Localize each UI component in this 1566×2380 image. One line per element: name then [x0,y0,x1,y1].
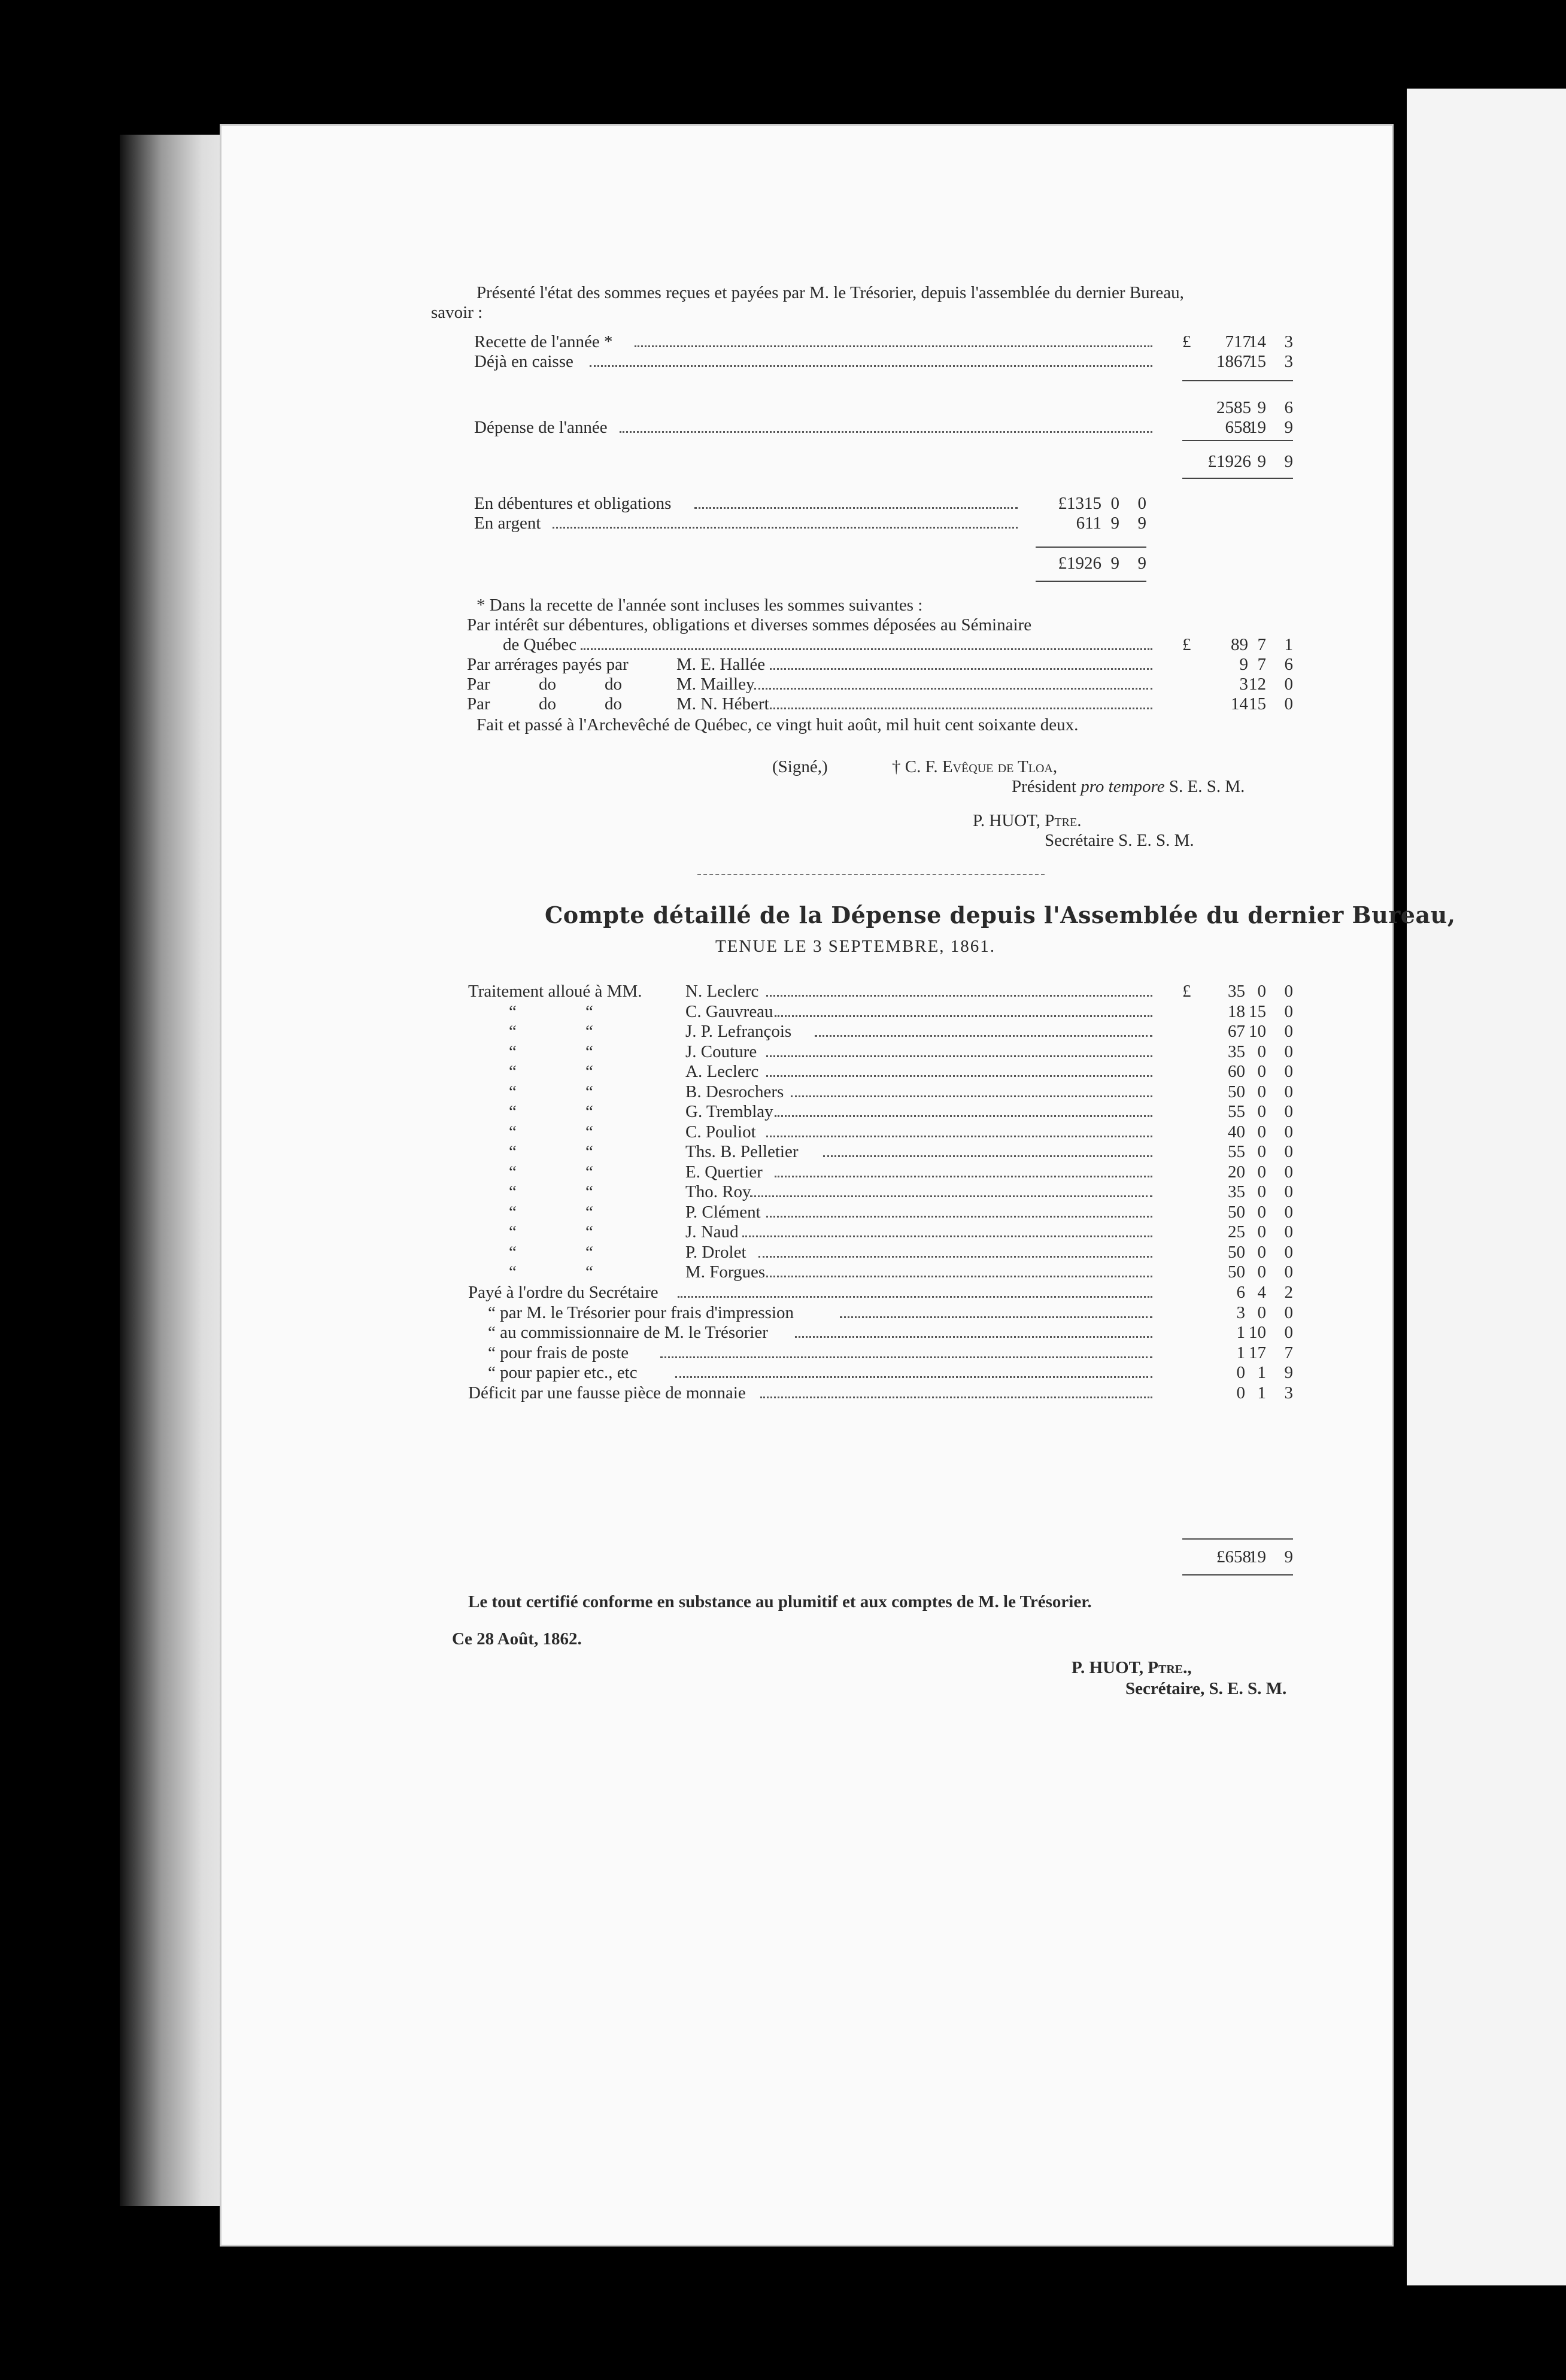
leader-dots [770,708,1152,709]
note-col1: Par [467,694,490,714]
president-title: Président pro tempore S. E. S. M. [1012,777,1245,796]
salary-pounds: 40 [1228,1122,1245,1142]
salary-shillings: 0 [1257,1142,1266,1161]
document-page [221,126,1456,2245]
leader-dots [590,365,1152,367]
ditto-mark: “ [585,1142,593,1161]
salary-pounds: 20 [1228,1162,1245,1182]
note-line-3: de Québec [503,635,577,654]
section-subtitle: TENUE LE 3 SEPTEMBRE, 1861. [715,937,996,956]
salary-name: Ths. B. Pelletier [685,1142,799,1161]
ditto-mark: “ [585,1122,593,1142]
secretary-title: Secrétaire S. E. S. M. [1045,831,1194,850]
salary-pence: 0 [1284,1022,1293,1041]
leader-dots [758,1256,1153,1258]
ditto-mark: “ [585,1262,593,1282]
expense-shillings: 17 [1249,1343,1266,1362]
ditto-mark: “ [585,1222,593,1241]
expense-pence: 9 [1284,1363,1293,1382]
ditto-mark: “ [509,1022,517,1041]
salary-name: B. Desrochers [685,1082,784,1101]
ditto-mark: “ [585,1243,593,1262]
note-line-2: Par intérêt sur débentures, obligations et diverses sommes déposées au Séminaire [467,615,1032,635]
salary-shillings: 0 [1257,1243,1266,1262]
ornamental-divider [697,874,1045,881]
ditto-mark: “ [509,1182,517,1201]
expense-pounds: 1 [1236,1343,1245,1362]
salary-shillings: 0 [1257,1162,1266,1182]
closing-statement: Fait et passé à l'Archevêché de Québec, ce vingt huit août, mil huit cent soixante deux. [477,715,1079,734]
leader-dots [815,1035,1152,1037]
salary-name: C. Gauvreau [685,1002,773,1021]
summary-label: Déjà en caisse [474,352,573,371]
summary-pence: 9 [1284,452,1293,471]
ditto-mark: “ [509,1002,517,1021]
final-signature: P. HUOT, Ptre., [1072,1658,1192,1677]
certification-date: Ce 28 Août, 1862. [452,1629,582,1649]
expense-pounds: 6 [1236,1283,1245,1302]
ditto-mark: “ [509,1222,517,1241]
expense-rule [1182,1538,1293,1540]
salary-name: A. Leclerc [685,1062,759,1081]
pound-sign: £ [1182,635,1191,654]
salary-pounds: 55 [1228,1142,1245,1161]
ditto-mark: “ [585,1082,593,1101]
salary-pence: 0 [1284,1262,1293,1282]
leader-dots [620,431,1152,433]
pound-sign: £ [1182,982,1191,1001]
expense-shillings: 1 [1257,1363,1266,1382]
salary-shillings: 0 [1257,1122,1266,1142]
note-shillings: 7 [1257,635,1266,654]
summary-pounds: 1867 [1216,352,1251,371]
salary-pence: 0 [1284,1102,1293,1121]
expense-pence: 3 [1284,1383,1293,1402]
certification: Le tout certifié conforme en substance au plumitif et aux comptes de M. le Trésorier. [468,1592,1092,1611]
leader-dots [760,1397,1153,1398]
note-do: do [539,675,556,694]
salary-pounds: 50 [1228,1082,1245,1101]
expense-pounds: 1 [1236,1323,1245,1342]
facing-page [1407,89,1566,2285]
leader-dots [553,527,1018,529]
ditto-mark: “ [509,1243,517,1262]
salary-shillings: 0 [1257,1062,1266,1081]
note-pounds: 89 [1231,635,1248,654]
salary-pence: 0 [1284,1002,1293,1021]
summary-rule-1 [1182,380,1293,381]
summary-pounds: 2585 [1216,398,1251,417]
signature-label: (Signé,) [772,757,828,776]
salary-shillings: 0 [1257,1222,1266,1241]
leader-dots [675,1376,1153,1378]
ditto-mark: “ [509,1082,517,1101]
note-do: do [539,694,556,714]
ditto-mark: “ [509,1042,517,1061]
ditto-mark: “ [509,1142,517,1161]
salary-pounds: 35 [1228,1042,1245,1061]
expense-shillings: 4 [1257,1283,1266,1302]
note-pence: 6 [1284,655,1293,674]
leader-dots [823,1155,1153,1157]
holding-shillings: 9 [1110,554,1119,573]
leader-dots [775,1115,1153,1117]
page-content [221,126,1456,2245]
salary-shillings: 0 [1257,1042,1266,1061]
salary-pounds: 50 [1228,1203,1245,1222]
note-col1: Par arrérages payés par [467,655,629,674]
holding-label: En débentures et obligations [474,494,672,513]
intro-line-1: Présenté l'état des sommes reçues et payées par M. le Trésorier, depuis l'assemblée du dernier Bureau, [477,283,1184,302]
holding-label: En argent [474,514,541,533]
salary-shillings: 15 [1249,1002,1266,1021]
expense-rule-bottom [1182,1574,1293,1575]
expense-pence: 7 [1284,1343,1293,1362]
leader-dots [766,1276,1152,1277]
ditto-mark: “ [509,1262,517,1282]
section-title: Compte détaillé de la Dépense depuis l'Assemblée du dernier Bureau, [545,901,1456,928]
note-shillings: 12 [1249,675,1266,694]
expense-label: “ au commissionnaire de M. le Trésorier [488,1323,768,1342]
salary-name: G. Tremblay [685,1102,773,1121]
leader-dots [678,1296,1152,1298]
salary-shillings: 0 [1257,982,1266,1001]
salary-shillings: 0 [1257,1203,1266,1222]
expense-shillings: 0 [1257,1303,1266,1322]
salary-shillings: 0 [1257,1262,1266,1282]
salary-pence: 0 [1284,1122,1293,1142]
salary-pence: 0 [1284,1222,1293,1241]
summary-pence: 9 [1284,418,1293,437]
signature-secretary: P. HUOT, Ptre. [973,811,1082,830]
leader-dots [770,668,1152,670]
leader-dots [635,345,1152,347]
salary-name: C. Pouliot [685,1122,756,1142]
expense-pence: 2 [1284,1283,1293,1302]
expense-label: Déficit par une fausse pièce de monnaie [468,1383,746,1402]
ditto-mark: “ [585,1102,593,1121]
salary-name: J. P. Lefrançois [685,1022,792,1041]
salary-shillings: 10 [1249,1022,1266,1041]
holding-pounds: £1315 [1058,494,1101,513]
summary-shillings: 9 [1257,452,1266,471]
note-pence: 0 [1284,694,1293,714]
salary-pence: 0 [1284,1062,1293,1081]
summary-pounds: £1926 [1207,452,1251,471]
summary-label: Dépense de l'année [474,418,608,437]
salary-pounds: 55 [1228,1102,1245,1121]
salary-shillings: 0 [1257,1082,1266,1101]
expense-pounds: 3 [1236,1303,1245,1322]
salary-name: J. Couture [685,1042,757,1061]
summary-pence: 6 [1284,398,1293,417]
expense-pence: 0 [1284,1323,1293,1342]
signature-bishop: † C. F. Evêque de Tloa, [892,757,1058,776]
ditto-mark: “ [585,1162,593,1182]
note-name: M. E. Hallée [676,655,766,674]
salary-pounds: 35 [1228,982,1245,1001]
salary-pence: 0 [1284,1162,1293,1182]
salary-pence: 0 [1284,1042,1293,1061]
expense-total-pence: 9 [1284,1547,1293,1567]
expense-shillings: 10 [1249,1323,1266,1342]
salary-pounds: 50 [1228,1262,1245,1282]
salary-pence: 0 [1284,1243,1293,1262]
leader-dots [660,1356,1153,1358]
salary-name: P. Clément [685,1203,761,1222]
expense-pounds: 0 [1236,1363,1245,1382]
salary-shillings: 0 [1257,1102,1266,1121]
note-col1: Par [467,675,490,694]
salary-pounds: 60 [1228,1062,1245,1081]
ditto-mark: “ [509,1203,517,1222]
note-do: do [605,675,622,694]
leader-dots [694,507,1018,509]
holding-pence: 0 [1137,494,1146,513]
note-name: M. Mailley [676,675,755,694]
note-name: M. N. Hébert [676,694,769,714]
holding-pounds: £1926 [1058,554,1101,573]
summary-pounds: 717 [1225,332,1251,351]
note-pounds: 14 [1231,694,1248,714]
leader-dots [581,648,1152,650]
ditto-mark: “ [585,1203,593,1222]
salary-name: Tho. Roy [685,1182,751,1201]
expense-pence: 0 [1284,1303,1293,1322]
salary-pounds: 50 [1228,1243,1245,1262]
ditto-mark: “ [509,1062,517,1081]
leader-dots [742,1235,1153,1237]
ditto-mark: “ [585,1182,593,1201]
expense-label: “ pour frais de poste [488,1343,629,1362]
salary-name: P. Drolet [685,1243,746,1262]
note-shillings: 15 [1249,694,1266,714]
holding-pence: 9 [1137,514,1146,533]
final-signature-title: Secrétaire, S. E. S. M. [1125,1679,1287,1698]
salary-name: J. Naud [685,1222,739,1241]
salary-pence: 0 [1284,1082,1293,1101]
summary-shillings: 14 [1249,332,1266,351]
salary-name: E. Quertier [685,1162,763,1182]
note-line-1: * Dans la recette de l'année sont incluses les sommes suivantes : [477,596,923,615]
expense-shillings: 1 [1257,1383,1266,1402]
expense-label: “ pour papier etc., etc [488,1363,638,1382]
salary-pounds: 18 [1228,1002,1245,1021]
leader-dots [754,688,1152,690]
ditto-mark: “ [585,1002,593,1021]
salary-pounds: 35 [1228,1182,1245,1201]
ditto-mark: “ [509,1162,517,1182]
expense-label: “ par M. le Trésorier pour frais d'impression [488,1303,794,1322]
leader-dots [775,1176,1153,1177]
leader-dots [766,1075,1152,1077]
leader-dots [766,1055,1152,1057]
expense-total-pounds: £658 [1216,1547,1251,1567]
salary-pence: 0 [1284,982,1293,1001]
intro-line-2: savoir : [431,303,483,322]
note-pounds: 9 [1239,655,1248,674]
summary-shillings: 15 [1249,352,1266,371]
salary-pounds: 67 [1228,1022,1245,1041]
salary-pence: 0 [1284,1182,1293,1201]
summary-pounds: 658 [1225,418,1251,437]
holding-shillings: 0 [1110,494,1119,513]
ditto-mark: “ [585,1042,593,1061]
summary-rule-2 [1182,440,1293,441]
summary-rule-3 [1182,478,1293,479]
salary-name: M. Forgues [685,1262,766,1282]
salary-pence: 0 [1284,1203,1293,1222]
summary-pence: 3 [1284,332,1293,351]
holding-pounds: 611 [1076,514,1101,533]
note-pence: 1 [1284,635,1293,654]
ditto-mark: “ [509,1102,517,1121]
leader-dots [750,1195,1152,1197]
summary-shillings: 9 [1257,398,1266,417]
ditto-mark: “ [585,1062,593,1081]
holding-pence: 9 [1137,554,1146,573]
leader-dots [795,1336,1153,1338]
leader-dots [766,1216,1152,1218]
salary-shillings: 0 [1257,1182,1266,1201]
leader-dots [791,1095,1153,1097]
note-pence: 0 [1284,675,1293,694]
holdings-rule-1 [1036,547,1146,548]
leader-dots [766,995,1152,997]
ditto-mark: “ [585,1022,593,1041]
summary-label: Recette de l'année * [474,332,613,351]
holdings-rule-2 [1036,581,1146,582]
expense-total-shillings: 19 [1249,1547,1266,1567]
holding-shillings: 9 [1110,514,1119,533]
note-pounds: 3 [1239,675,1248,694]
summary-shillings: 19 [1249,418,1266,437]
leader-dots [775,1015,1153,1017]
summary-pence: 3 [1284,352,1293,371]
salary-name: N. Leclerc [685,982,759,1001]
salary-pence: 0 [1284,1142,1293,1161]
salary-prefix: Traitement alloué à MM. [468,982,642,1001]
leader-dots [840,1316,1153,1318]
expense-pounds: 0 [1236,1383,1245,1402]
leader-dots [766,1136,1152,1137]
expense-label: Payé à l'ordre du Secrétaire [468,1283,658,1302]
ditto-mark: “ [509,1122,517,1142]
salary-pounds: 25 [1228,1222,1245,1241]
pound-sign: £ [1182,332,1191,351]
note-do: do [605,694,622,714]
note-shillings: 7 [1257,655,1266,674]
